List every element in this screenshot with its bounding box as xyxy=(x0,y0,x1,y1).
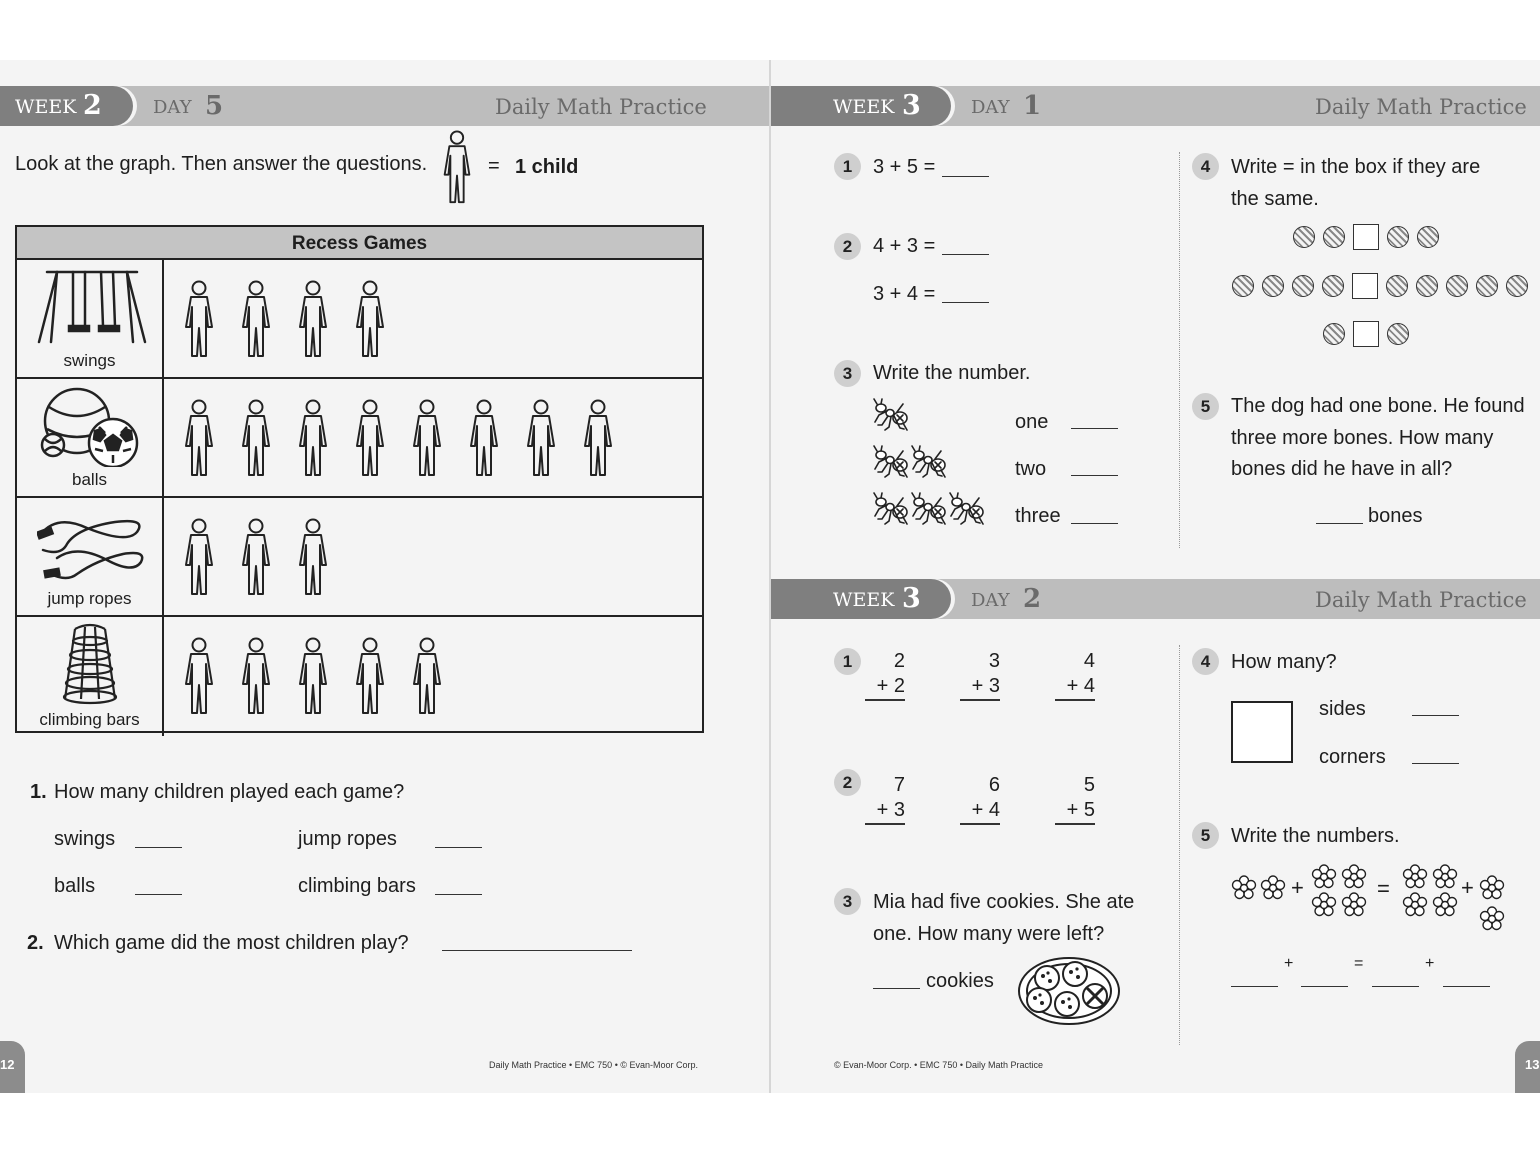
flower-icon xyxy=(1432,864,1458,890)
problem-text: Mia had five cookies. She ate xyxy=(873,891,1135,913)
graph-icon-cell xyxy=(17,260,164,377)
addend-bottom: + 2 xyxy=(865,674,905,701)
page-number-tab xyxy=(0,1041,25,1093)
answer-blank[interactable] xyxy=(942,254,989,255)
cookie-plate-icon xyxy=(1017,956,1121,1026)
child-icon xyxy=(236,518,276,598)
q1-item-balls: balls xyxy=(54,875,96,897)
compare-answer-box[interactable] xyxy=(1352,273,1378,299)
problem-text: bones did he have in all? xyxy=(1231,458,1453,480)
flower-icon xyxy=(1341,892,1367,918)
marble-icon xyxy=(1417,226,1439,248)
marble-icon xyxy=(1323,226,1345,248)
vertical-sum xyxy=(1055,649,1095,701)
flower-equation xyxy=(1231,863,1536,918)
problem-text: Write = in the box if they are xyxy=(1231,156,1481,178)
column-divider xyxy=(1179,152,1180,548)
graph-icon-cell xyxy=(17,498,164,615)
page-number: 12 xyxy=(0,1057,15,1072)
ant-icon xyxy=(949,492,985,531)
week-number: 2 xyxy=(83,90,102,121)
recess-games-graph xyxy=(15,225,704,733)
page-number-tab xyxy=(1515,1041,1540,1093)
row-label: balls xyxy=(72,470,107,489)
problem-text: three more bones. How many xyxy=(1231,427,1494,449)
marble-icon xyxy=(1476,275,1498,297)
balls-icon xyxy=(37,385,147,467)
operator: + xyxy=(1425,955,1435,972)
vertical-sum xyxy=(960,649,1000,701)
addend-bottom: + 4 xyxy=(960,798,1000,825)
flower-icon xyxy=(1479,906,1505,937)
right-page xyxy=(771,60,1540,1093)
child-icon xyxy=(350,280,390,360)
child-icon xyxy=(350,399,390,479)
child-icon xyxy=(407,637,447,717)
day-number: 2 xyxy=(1023,584,1042,614)
marble-icon xyxy=(1446,275,1468,297)
answer-blank[interactable] xyxy=(1231,986,1278,987)
left-page xyxy=(0,60,769,1093)
addend-bottom: + 5 xyxy=(1055,798,1095,825)
child-icon xyxy=(293,399,333,479)
graph-row-balls xyxy=(17,379,702,498)
graph-row-swings xyxy=(17,260,702,379)
compare-answer-box[interactable] xyxy=(1353,321,1379,347)
child-icon xyxy=(179,399,219,479)
vertical-sum xyxy=(1055,773,1095,825)
marble-icon xyxy=(1262,275,1284,297)
climbing-bars-icon xyxy=(35,623,145,705)
flower-group xyxy=(1400,863,1460,919)
pictograph-children xyxy=(179,280,407,360)
week-word: WEEK xyxy=(15,96,77,118)
problem-number: 3 xyxy=(834,888,861,915)
answer-blank[interactable] xyxy=(1301,986,1348,987)
pictograph-children xyxy=(179,518,350,598)
number-word: one xyxy=(1015,411,1049,433)
graph-row-climbing-bars xyxy=(17,617,702,736)
addend-top: 2 xyxy=(893,650,905,672)
answer-blank-sides[interactable] xyxy=(1412,715,1459,716)
marble-compare-row xyxy=(1293,224,1447,250)
answer-blank-swings[interactable] xyxy=(135,847,182,848)
child-icon xyxy=(236,637,276,717)
flower-icon xyxy=(1402,892,1428,918)
q1-number: 1. xyxy=(30,781,47,803)
key-value: 1 child xyxy=(515,156,579,178)
problem-number: 2 xyxy=(834,233,861,260)
ant-group xyxy=(873,492,987,531)
ant-icon xyxy=(911,492,947,531)
problem-text: Write the number. xyxy=(873,362,1031,384)
answer-blank[interactable] xyxy=(1071,475,1118,476)
marble-icon xyxy=(1387,323,1409,345)
flower-icon xyxy=(1231,875,1257,906)
operator: = xyxy=(1377,876,1390,901)
ant-icon xyxy=(873,398,909,437)
problem-text: the same. xyxy=(1231,188,1319,210)
answer-blank-jump-ropes[interactable] xyxy=(435,847,482,848)
pictograph-children xyxy=(179,399,635,479)
answer-blank[interactable] xyxy=(1071,428,1118,429)
q1-text: How many children played each game? xyxy=(54,781,405,803)
marble-icon xyxy=(1387,226,1409,248)
answer-blank[interactable] xyxy=(1316,523,1363,524)
child-icon xyxy=(179,518,219,598)
problem-text: Write the numbers. xyxy=(1231,825,1400,847)
flower-icon xyxy=(1402,864,1428,890)
flower-group xyxy=(1231,875,1289,906)
child-icon xyxy=(407,399,447,479)
number-word: two xyxy=(1015,458,1047,480)
vertical-sum xyxy=(865,773,905,825)
addend-bottom: + 3 xyxy=(960,674,1000,701)
marble-compare-row xyxy=(1323,321,1417,347)
week-number: 3 xyxy=(902,90,921,121)
number-word: three xyxy=(1015,505,1061,527)
week-number: 3 xyxy=(902,583,921,614)
week-badge xyxy=(771,86,951,126)
problem-number: 1 xyxy=(834,648,861,675)
week-badge xyxy=(771,579,951,619)
q2-number: 2. xyxy=(27,932,44,954)
problem-text: The dog had one bone. He found xyxy=(1231,395,1525,417)
child-icon xyxy=(293,280,333,360)
marble-icon xyxy=(1293,226,1315,248)
operator: + xyxy=(1461,875,1474,900)
compare-answer-box[interactable] xyxy=(1353,224,1379,250)
graph-row-jump-ropes xyxy=(17,498,702,617)
q2-text: Which game did the most children play? xyxy=(54,932,409,954)
page-number: 13 xyxy=(1525,1057,1540,1072)
vertical-sum xyxy=(960,773,1000,825)
marble-icon xyxy=(1416,275,1438,297)
marble-icon xyxy=(1386,275,1408,297)
row-label: swings xyxy=(63,351,116,370)
swing-set-icon xyxy=(37,266,147,348)
pictograph-children xyxy=(179,637,464,717)
day-word: DAY xyxy=(971,97,1010,118)
addend-top: 4 xyxy=(1083,650,1095,672)
answer-blank[interactable] xyxy=(942,302,989,303)
operator: = xyxy=(1354,955,1364,972)
answer-blank-corners[interactable] xyxy=(1412,763,1459,764)
footer-credit: Daily Math Practice • EMC 750 • © Evan-Moor Corp. xyxy=(489,1060,698,1070)
graph-title: Recess Games xyxy=(291,233,428,254)
left-header-band xyxy=(0,86,769,126)
key-equals: = xyxy=(488,155,500,177)
shape-attribute: corners xyxy=(1319,746,1386,768)
answer-blank[interactable] xyxy=(1443,986,1490,987)
row-label: jump ropes xyxy=(47,589,132,608)
operator: + xyxy=(1284,955,1294,972)
marble-icon xyxy=(1292,275,1314,297)
flower-icon xyxy=(1341,864,1367,890)
marble-icon xyxy=(1322,275,1344,297)
flower-icon xyxy=(1311,892,1337,918)
addend-bottom: + 4 xyxy=(1055,674,1095,701)
week-word: WEEK xyxy=(833,96,895,118)
child-icon xyxy=(179,280,219,360)
day2-header-band xyxy=(771,579,1540,619)
header-title: Daily Math Practice xyxy=(1315,95,1527,119)
child-icon xyxy=(350,637,390,717)
ant-icon xyxy=(873,445,909,484)
answer-blank-most-played[interactable] xyxy=(442,950,632,951)
answer-blank[interactable] xyxy=(1071,523,1118,524)
header-title: Daily Math Practice xyxy=(1315,588,1527,612)
answer-blank[interactable] xyxy=(1372,986,1419,987)
child-icon xyxy=(293,518,333,598)
ant-group xyxy=(873,398,911,437)
equation: 3 + 4 = xyxy=(873,283,936,305)
answer-unit: cookies xyxy=(926,970,994,992)
row-label: climbing bars xyxy=(39,710,140,729)
graph-title-bar xyxy=(17,227,702,260)
workbook-spread xyxy=(0,60,1540,1093)
vertical-sum xyxy=(865,649,905,701)
child-key-icon xyxy=(438,128,476,208)
equation: 4 + 3 = xyxy=(873,235,936,257)
graph-icon-cell xyxy=(17,379,164,496)
problem-number: 5 xyxy=(1192,393,1219,420)
addend-top: 7 xyxy=(893,774,905,796)
child-icon xyxy=(179,637,219,717)
flower-icon xyxy=(1479,875,1505,906)
footer-credit: © Evan-Moor Corp. • EMC 750 • Daily Math Practice xyxy=(834,1060,1043,1070)
week-badge xyxy=(0,86,133,126)
addend-top: 5 xyxy=(1083,774,1095,796)
square-shape xyxy=(1231,701,1293,763)
problem-number: 2 xyxy=(834,769,861,796)
problem-number: 3 xyxy=(834,360,861,387)
q1-item-climbing-bars: climbing bars xyxy=(298,875,416,897)
child-icon xyxy=(236,399,276,479)
day-number: 1 xyxy=(1023,91,1042,121)
addend-top: 3 xyxy=(988,650,1000,672)
marble-icon xyxy=(1323,323,1345,345)
problem-text: one. How many were left? xyxy=(873,923,1105,945)
problem-number: 1 xyxy=(834,153,861,180)
graph-icon-cell xyxy=(17,617,164,736)
marble-compare-row xyxy=(1232,273,1536,299)
day1-header-band xyxy=(771,86,1540,126)
answer-blank[interactable] xyxy=(873,988,920,989)
ant-icon xyxy=(873,492,909,531)
day-number: 5 xyxy=(205,91,224,121)
operator: + xyxy=(1291,875,1304,900)
problem-number: 4 xyxy=(1192,153,1219,180)
child-icon xyxy=(578,399,618,479)
problem-number: 5 xyxy=(1192,822,1219,849)
marble-icon xyxy=(1506,275,1528,297)
flower-group xyxy=(1479,875,1536,937)
child-icon xyxy=(464,399,504,479)
child-icon xyxy=(236,280,276,360)
header-title: Daily Math Practice xyxy=(495,95,707,119)
answer-blank-climbing-bars[interactable] xyxy=(435,894,482,895)
child-icon xyxy=(521,399,561,479)
flower-icon xyxy=(1432,892,1458,918)
flower-icon xyxy=(1311,864,1337,890)
child-icon xyxy=(293,637,333,717)
marble-icon xyxy=(1232,275,1254,297)
q1-item-swings: swings xyxy=(54,828,116,850)
equation: 3 + 5 = xyxy=(873,156,936,178)
day-word: DAY xyxy=(153,97,192,118)
ant-group xyxy=(873,445,949,484)
day-word: DAY xyxy=(971,590,1010,611)
ant-icon xyxy=(911,445,947,484)
addend-top: 6 xyxy=(988,774,1000,796)
addend-bottom: + 3 xyxy=(865,798,905,825)
week-word: WEEK xyxy=(833,589,895,611)
flower-icon xyxy=(1260,875,1286,906)
answer-blank[interactable] xyxy=(942,176,989,177)
graph-instruction: Look at the graph. Then answer the questions. xyxy=(15,153,428,175)
q1-item-jump-ropes: jump ropes xyxy=(298,828,397,850)
flower-group xyxy=(1309,863,1369,919)
jump-rope-icon xyxy=(37,504,147,586)
problem-number: 4 xyxy=(1192,648,1219,675)
answer-unit: bones xyxy=(1368,505,1423,527)
shape-attribute: sides xyxy=(1319,698,1366,720)
answer-blank-balls[interactable] xyxy=(135,894,182,895)
column-divider xyxy=(1179,645,1180,1045)
problem-text: How many? xyxy=(1231,651,1337,673)
